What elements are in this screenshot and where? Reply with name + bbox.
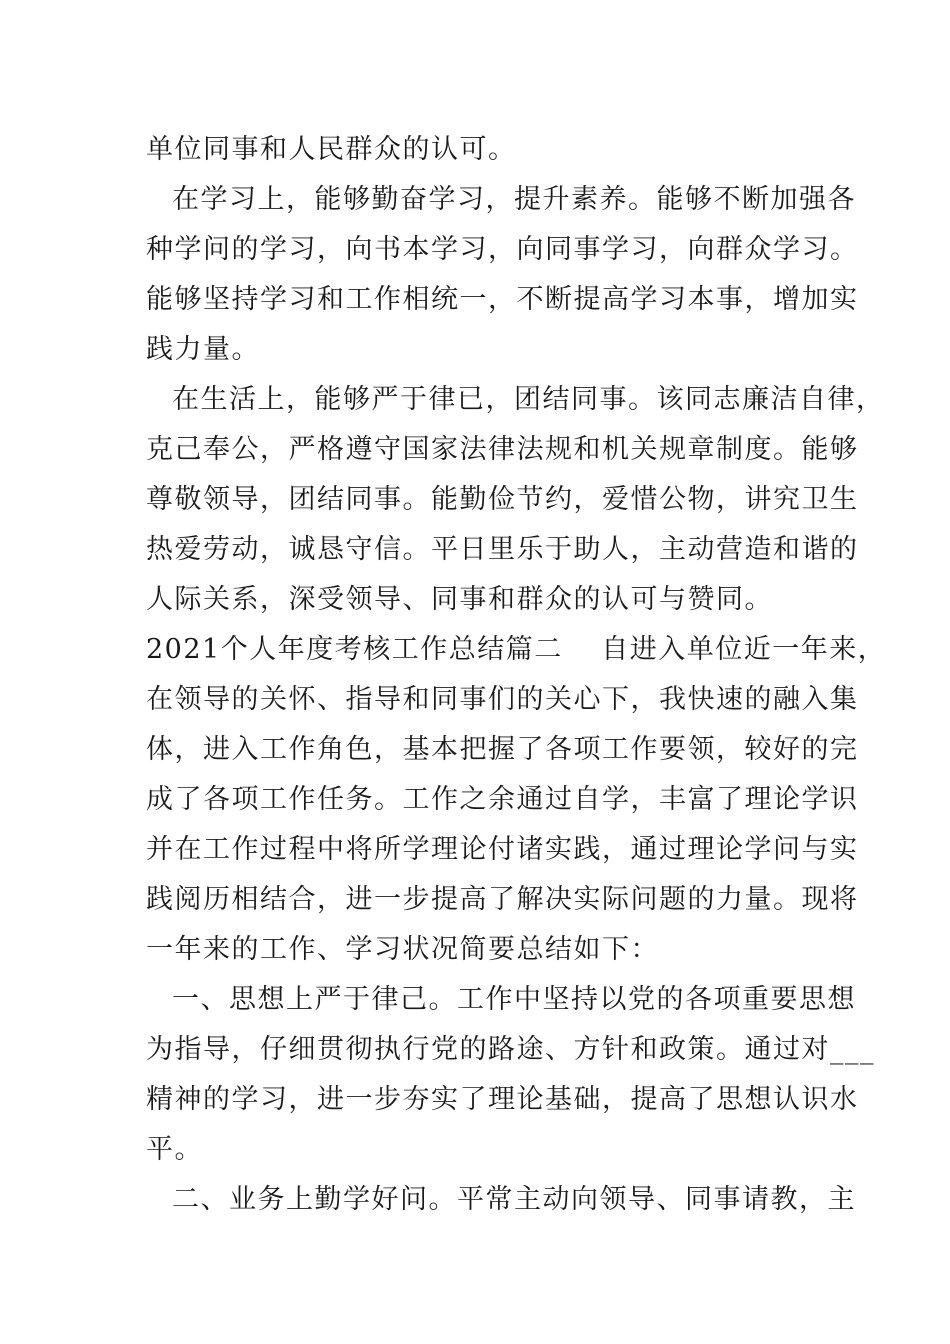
text-line: 为指导，仔细贯彻执行党的路途、方针和政策。通过对___ — [146, 1034, 875, 1065]
text-line: 人际关系，深受领导、同事和群众的认可与赞同。 — [146, 584, 773, 615]
text-line: 平。 — [146, 1134, 203, 1165]
text-line: 成了各项工作任务。工作之余通过自学，丰富了理论学识 — [146, 784, 859, 815]
text-line: 践力量。 — [146, 334, 260, 365]
text-line: 热爱劳动，诚恳守信。平日里乐于助人，主动营造和谐的 — [146, 534, 859, 565]
text-line: 践阅历相结合，进一步提高了解决实际问题的力量。现将 — [146, 884, 859, 915]
text-line: 二、业务上勤学好问。平常主动向领导、同事请教，主 — [172, 1184, 856, 1215]
text-line: 种学问的学习，向书本学习，向同事学习，向群众学习。 — [146, 234, 859, 265]
text-line: 尊敬领导，团结同事。能勤俭节约，爱惜公物，讲究卫生 — [146, 484, 859, 515]
text-line: 体，进入工作角色，基本把握了各项工作要领，较好的完 — [146, 734, 859, 765]
text-line: 在生活上，能够严于律已，团结同事。该同志廉洁自律， — [172, 384, 885, 415]
text-line: 一年来的工作、学习状况简要总结如下： — [146, 934, 659, 965]
text-line: 能够坚持学习和工作相统一，不断提高学习本事，增加实 — [146, 284, 859, 315]
text-line: 并在工作过程中将所学理论付诸实践，通过理论学问与实 — [146, 834, 859, 865]
text-line: 在领导的关怀、指导和同事们的关心下，我快速的融入集 — [146, 684, 859, 715]
text-line: 克己奉公，严格遵守国家法律法规和机关规章制度。能够 — [146, 434, 859, 465]
text-line: 精神的学习，进一步夯实了理论基础，提高了思想认识水 — [146, 1084, 859, 1115]
text-line: 在学习上，能够勤奋学习，提升素养。能够不断加强各 — [172, 184, 856, 215]
text-line: 一、思想上严于律己。工作中坚持以党的各项重要思想 — [172, 984, 856, 1015]
text-line: 单位同事和人民群众的认可。 — [146, 134, 517, 165]
section-heading-line: 2021个人年度考核工作总结篇二 自进入单位近一年来， — [146, 634, 887, 665]
